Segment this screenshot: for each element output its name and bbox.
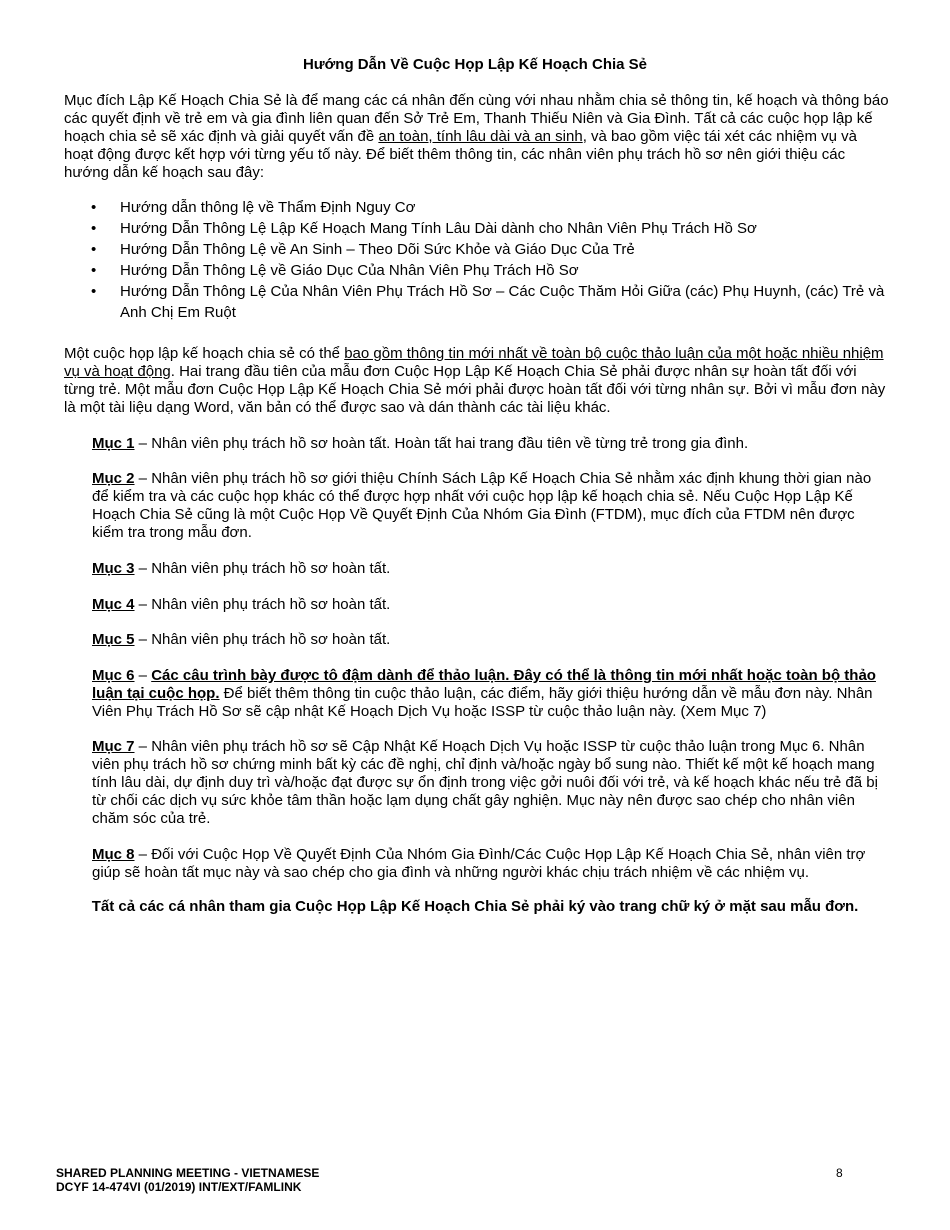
page-number: 8 xyxy=(836,1166,843,1180)
section-dash: – xyxy=(134,667,152,684)
section-label: Mục 6 xyxy=(92,667,135,684)
section-6 xyxy=(92,667,882,721)
section-text: – Nhân viên phụ trách hồ sơ hoàn tất. xyxy=(134,560,391,577)
list-item xyxy=(64,240,890,261)
meeting-scope-paragraph xyxy=(64,345,890,417)
section-text: – Nhân viên phụ trách hồ sơ hoàn tất. xyxy=(134,596,391,613)
bullet-icon: • xyxy=(91,199,97,216)
document-title: Hướng Dẫn Về Cuộc Họp Lập Kế Hoạch Chia Sẻ xyxy=(302,56,648,73)
intro-underlined-text: an toàn, tính lâu dài và an sinh xyxy=(378,128,583,145)
list-item-text: Hướng Dẫn Thông Lệ Của Nhân Viên Phụ Trách Hồ Sơ – Các Cuộc Thăm Hỏi Giữa (các) Phụ Huynh, (các) Trẻ và Anh Chị Em Ruột xyxy=(120,283,885,321)
section-4 xyxy=(92,596,882,614)
list-item-text: Hướng Dẫn Thông Lệ Lập Kế Hoạch Mang Tính Lâu Dài dành cho Nhân Viên Phụ Trách Hồ Sơ xyxy=(120,220,757,237)
scope-underlined-text: bao gồm thông tin mới nhất về toàn bộ cuộc thảo luận của một hoặc nhiều nhiệm vụ và hoạt động xyxy=(64,345,884,380)
section-text: – Đối với Cuộc Họp Về Quyết Định Của Nhóm Gia Đình/Các Cuộc Họp Lập Kế Hoạch Chia Sẻ, nhân viên trợ giúp sẽ hoàn tất mục này và sao chép cho gia đình và những người khác chịu trách nhiệm về các nhiệm vụ. xyxy=(92,846,866,881)
section-text: – Nhân viên phụ trách hồ sơ hoàn tất. Hoàn tất hai trang đầu tiên về từng trẻ trong gia đình. xyxy=(134,435,749,452)
section-label: Mục 4 xyxy=(92,596,135,613)
section-text: – Nhân viên phụ trách hồ sơ sẽ Cập Nhật Kế Hoạch Dịch Vụ hoặc ISSP từ cuộc thảo luận trong Mục 6. Nhân viên phụ trách hồ sơ chứng minh bất kỳ các đề nghị, chỉ định và/hoặc ngày bổ sung nào. Thiết kế một kế hoạch mang tính lâu dài, dự định duy trì và/hoặc đạt được sự ổn định trong việc gởi nuôi đối với trẻ, và kế hoạch khác nếu trẻ đã bị từ chối các dịch vụ sức khỏe tâm thần hoặc lạm dụng chất gây nghiện. Mục này nên được sao chép cho nhân viên chăm sóc của trẻ. xyxy=(92,738,878,827)
list-item xyxy=(64,219,890,240)
section-label: Mục 2 xyxy=(92,470,135,487)
form-footer xyxy=(56,1166,319,1194)
section-2 xyxy=(92,470,882,542)
intro-text-continued: , và bao gồm việc tái xét các nhiệm vụ và hoạt động được kết hợp với từng yếu tố này. Để biết thêm thông tin, các nhân viên phụ trách hồ sơ nên giới thiệu các hướng dẫn kế hoạch sau đây: xyxy=(64,128,858,181)
bullet-icon: • xyxy=(91,283,97,300)
section-8 xyxy=(92,846,882,882)
section-text: – Nhân viên phụ trách hồ sơ hoàn tất. xyxy=(134,631,391,648)
section-3 xyxy=(92,560,882,578)
footer-form-number: DCYF 14-474VI (01/2019) INT/EXT/FAMLINK xyxy=(56,1180,302,1194)
list-item-text: Hướng Dẫn Thông Lệ về Giáo Dục Của Nhân Viên Phụ Trách Hồ Sơ xyxy=(120,262,579,279)
list-item xyxy=(64,282,890,323)
bullet-icon: • xyxy=(91,262,97,279)
section-text: – Nhân viên phụ trách hồ sơ giới thiệu Chính Sách Lập Kế Hoạch Chia Sẻ nhằm xác định khung thời gian nào để kiểm tra và các cuộc họp khác có thể được hợp nhất với cuộc họp lập kế hoạch chia sẻ. Nếu Cuộc Họp Lập Kế Hoạch Chia Sẻ cũng là một Cuộc Họp Về Quyết Định Của Nhóm Gia Đình (FTDM), mục đích của FTDM nên được kiểm tra trong mẫu đơn. xyxy=(92,470,872,541)
section-label: Mục 1 xyxy=(92,435,135,452)
signature-instruction: Tất cả các cá nhân tham gia Cuộc Họp Lập Kế Hoạch Chia Sẻ phải ký vào trang chữ ký ở mặt sau mẫu đơn. xyxy=(91,898,859,915)
guideline-list xyxy=(64,198,890,324)
scope-text: Một cuộc họp lập kế hoạch chia sẻ có thể xyxy=(64,345,345,362)
bullet-icon: • xyxy=(91,241,97,258)
section-label: Mục 3 xyxy=(92,560,135,577)
intro-paragraph xyxy=(64,92,890,182)
section-label: Mục 5 xyxy=(92,631,135,648)
intro-text: Mục đích Lập Kế Hoạch Chia Sẻ là để mang các cá nhân đến cùng với nhau nhằm chia sẻ thông tin, kế hoạch và thông báo các quyết định về trẻ em và gia đình liên quan đến Sở Trẻ Em, Thanh Thiếu Niên và Gia Đình. Tất cả các cuộc họp lập kế hoạch chia sẻ sẽ xác định và giải quyết vấn đề xyxy=(64,92,889,145)
list-item xyxy=(64,198,890,219)
section-bold-text: Các câu trình bày được tô đậm dành để thảo luận. Đây có thể là thông tin mới nhất hoặc toàn bộ thảo luận tại cuộc họp. xyxy=(92,667,876,702)
section-label: Mục 8 xyxy=(92,846,135,863)
list-item xyxy=(64,261,890,282)
bullet-icon: • xyxy=(91,220,97,237)
section-label: Mục 7 xyxy=(92,738,135,755)
scope-text-continued: . Hai trang đầu tiên của mẫu đơn Cuộc Họp Lập Kế Hoạch Chia Sẻ phải được nhân sự hoàn tất đối với từng trẻ. Một mẫu đơn Cuộc Họp Lập Kế Hoạch Chia Sẻ mới phải được hoàn tất đối với từng nhân sự. Bởi vì mẫu đơn này là một tài liệu dạng Word, văn bản có thể được sao và dán thành các tài liệu khác. xyxy=(64,363,886,416)
footer-form-title: SHARED PLANNING MEETING - VIETNAMESE xyxy=(56,1166,320,1180)
list-item-text: Hướng dẫn thông lệ về Thẩm Định Nguy Cơ xyxy=(120,199,416,216)
list-item-text: Hướng Dẫn Thông Lệ về An Sinh – Theo Dõi Sức Khỏe và Giáo Dục Của Trẻ xyxy=(120,241,635,258)
section-1 xyxy=(92,435,882,453)
section-7 xyxy=(92,738,882,828)
section-5 xyxy=(92,631,882,649)
section-text: Để biết thêm thông tin cuộc thảo luận, các điểm, hãy giới thiệu hướng dẫn về mẫu đơn này. Nhân Viên Phụ Trách Hồ Sơ sẽ cập nhật Kế Hoạch Dịch Vụ hoặc ISSP từ cuộc thảo luận này. (Xem Mục 7) xyxy=(92,685,873,720)
